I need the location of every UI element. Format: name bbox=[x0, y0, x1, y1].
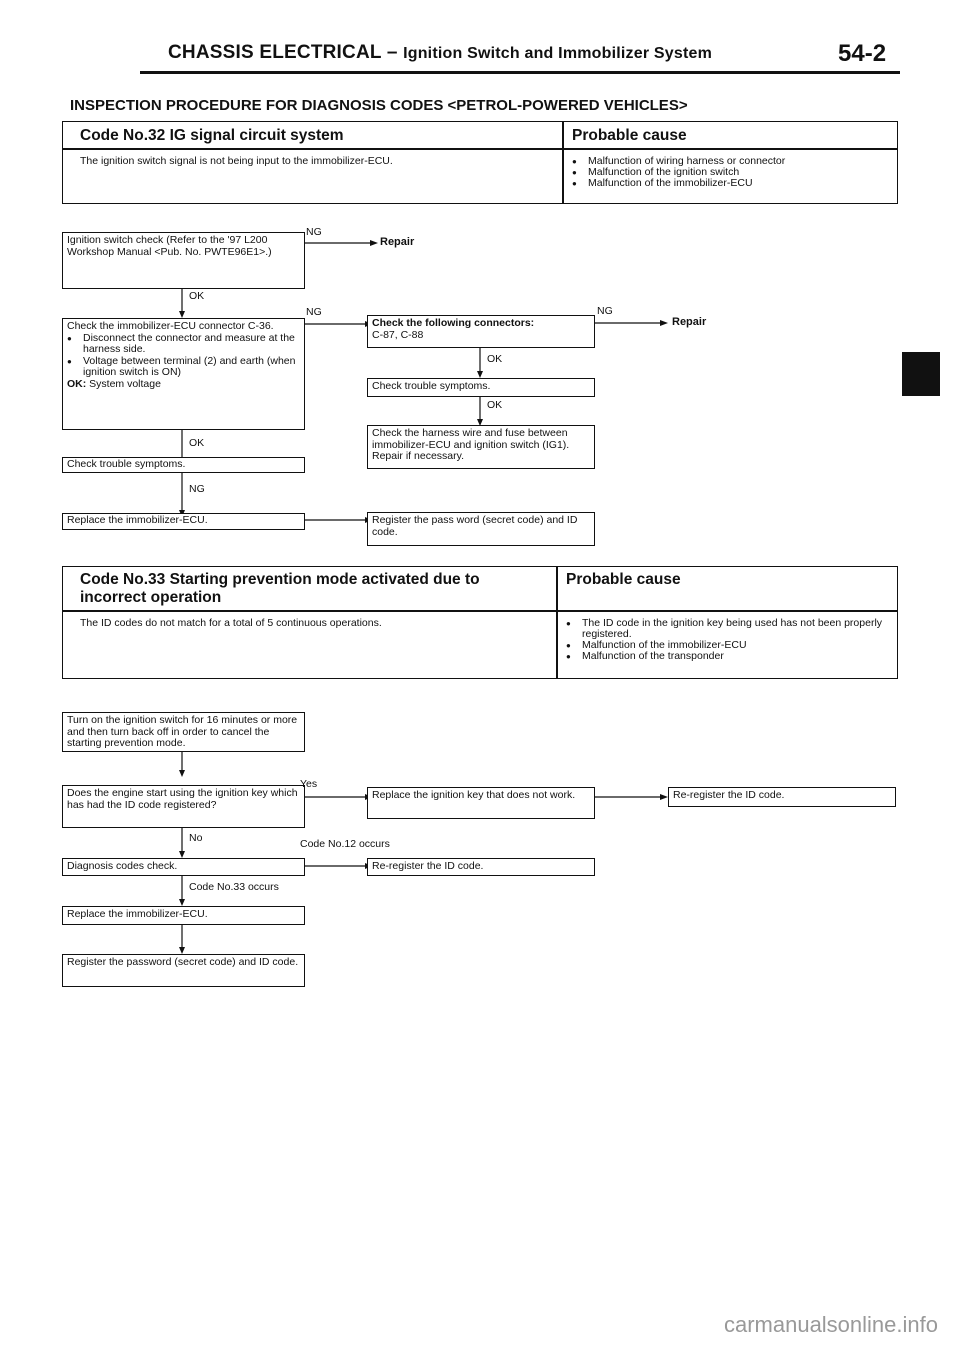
replace-ecu-box: Replace the immobilizer-ECU. bbox=[62, 513, 305, 530]
code32-cause-heading: Probable cause bbox=[572, 127, 687, 144]
flow-label-ng: NG bbox=[597, 305, 613, 317]
ignition-switch-check-box: Ignition switch check (Refer to the '97 L200 Workshop Manual <Pub. No. PWTE96E1>.) bbox=[62, 232, 305, 289]
flow-label-code12: Code No.12 occurs bbox=[300, 838, 390, 850]
flow-label-ok: OK bbox=[189, 290, 205, 302]
ok-label: OK: bbox=[67, 377, 87, 390]
cancel-prevention-box: Turn on the ignition switch for 16 minutes or more and then turn back off in order to cancel the starting prevention mode. bbox=[62, 712, 305, 752]
ecu-connector-check-text: Check the immobilizer-ECU connector C-36. bbox=[67, 320, 274, 332]
connector-check-title: Check the following connectors: bbox=[372, 317, 535, 329]
replace-key-box: Replace the ignition key that does not work. bbox=[367, 787, 595, 819]
flow-label-ok: OK bbox=[487, 399, 503, 411]
flow-label-repair: Repair bbox=[672, 316, 707, 328]
flow-label-code33: Code No.33 occurs bbox=[189, 881, 279, 893]
register-code-box: Register the pass word (secret code) and ID code. bbox=[367, 512, 595, 546]
section-title: INSPECTION PROCEDURE FOR DIAGNOSIS CODES <PETROL-POWERED VEHICLES> bbox=[70, 97, 688, 114]
cause-item: ● Malfunction of the immobilizer-ECU bbox=[572, 178, 890, 189]
flow-label-ng: NG bbox=[306, 306, 322, 318]
code32-title: Code No.32 IG signal circuit system bbox=[80, 127, 344, 144]
flow-label-yes: Yes bbox=[300, 778, 318, 790]
flow-label-ng: NG bbox=[189, 483, 205, 495]
code32-description: The ignition switch signal is not being input to the immobilizer-ECU. bbox=[80, 155, 393, 167]
cause-item: ● The ID code in the ignition key being used has not been properly registered. bbox=[566, 618, 890, 640]
flow-label-ng: NG bbox=[306, 226, 322, 238]
chapter-subtitle: Ignition Switch and Immobilizer System bbox=[403, 45, 713, 62]
flow-label-ok: OK bbox=[189, 437, 205, 449]
cause-item: ● Malfunction of the immobilizer-ECU bbox=[566, 640, 890, 651]
check-symptoms-box-2: Check trouble symptoms. bbox=[367, 378, 595, 397]
title-dash: – bbox=[386, 42, 398, 63]
flow-label-repair: Repair bbox=[380, 236, 415, 248]
engine-start-question-box: Does the engine start using the ignition key which has had the ID code registered? bbox=[62, 785, 305, 828]
watermark: carmanualsonline.info bbox=[723, 1312, 938, 1337]
reregister-box-2: Re-register the ID code. bbox=[367, 858, 595, 876]
connector-list: C-87, C-88 bbox=[372, 328, 424, 341]
replace-ecu-box-2: Replace the immobilizer-ECU. bbox=[62, 906, 305, 925]
chapter-name: CHASSIS ELECTRICAL bbox=[168, 42, 382, 63]
cause-item: ● Malfunction of the ignition switch bbox=[572, 167, 890, 178]
register-password-box: Register the password (secret code) and ID code. bbox=[62, 954, 305, 987]
flow-label-no: No bbox=[189, 832, 203, 844]
check-symptoms-box: Check trouble symptoms. bbox=[62, 457, 305, 473]
flow-label-ok: OK bbox=[487, 353, 503, 365]
code33-cause-heading: Probable cause bbox=[566, 571, 681, 588]
check-step: ● Voltage between terminal (2) and earth (when ignition switch is ON) bbox=[67, 356, 300, 379]
check-step: ● Disconnect the connector and measure at the harness side. bbox=[67, 333, 300, 356]
harness-check-box: Check the harness wire and fuse between immobilizer-ECU and ignition switch (IG1). Repair if necessary. bbox=[367, 425, 595, 469]
code33-description: The ID codes do not match for a total of 5 continuous operations. bbox=[80, 617, 382, 629]
code33-title: Code No.33 Starting prevention mode activated due to incorrect operation bbox=[80, 571, 480, 606]
page-number: 54-2 bbox=[838, 40, 887, 67]
cause-item: ● Malfunction of the transponder bbox=[566, 651, 890, 662]
cause-item: ● Malfunction of wiring harness or connector bbox=[572, 156, 890, 167]
ok-value: System voltage bbox=[89, 377, 161, 390]
reregister-box-1: Re-register the ID code. bbox=[668, 787, 896, 807]
diagnosis-check-box: Diagnosis codes check. bbox=[62, 858, 305, 876]
section-tab-marker bbox=[902, 352, 940, 396]
